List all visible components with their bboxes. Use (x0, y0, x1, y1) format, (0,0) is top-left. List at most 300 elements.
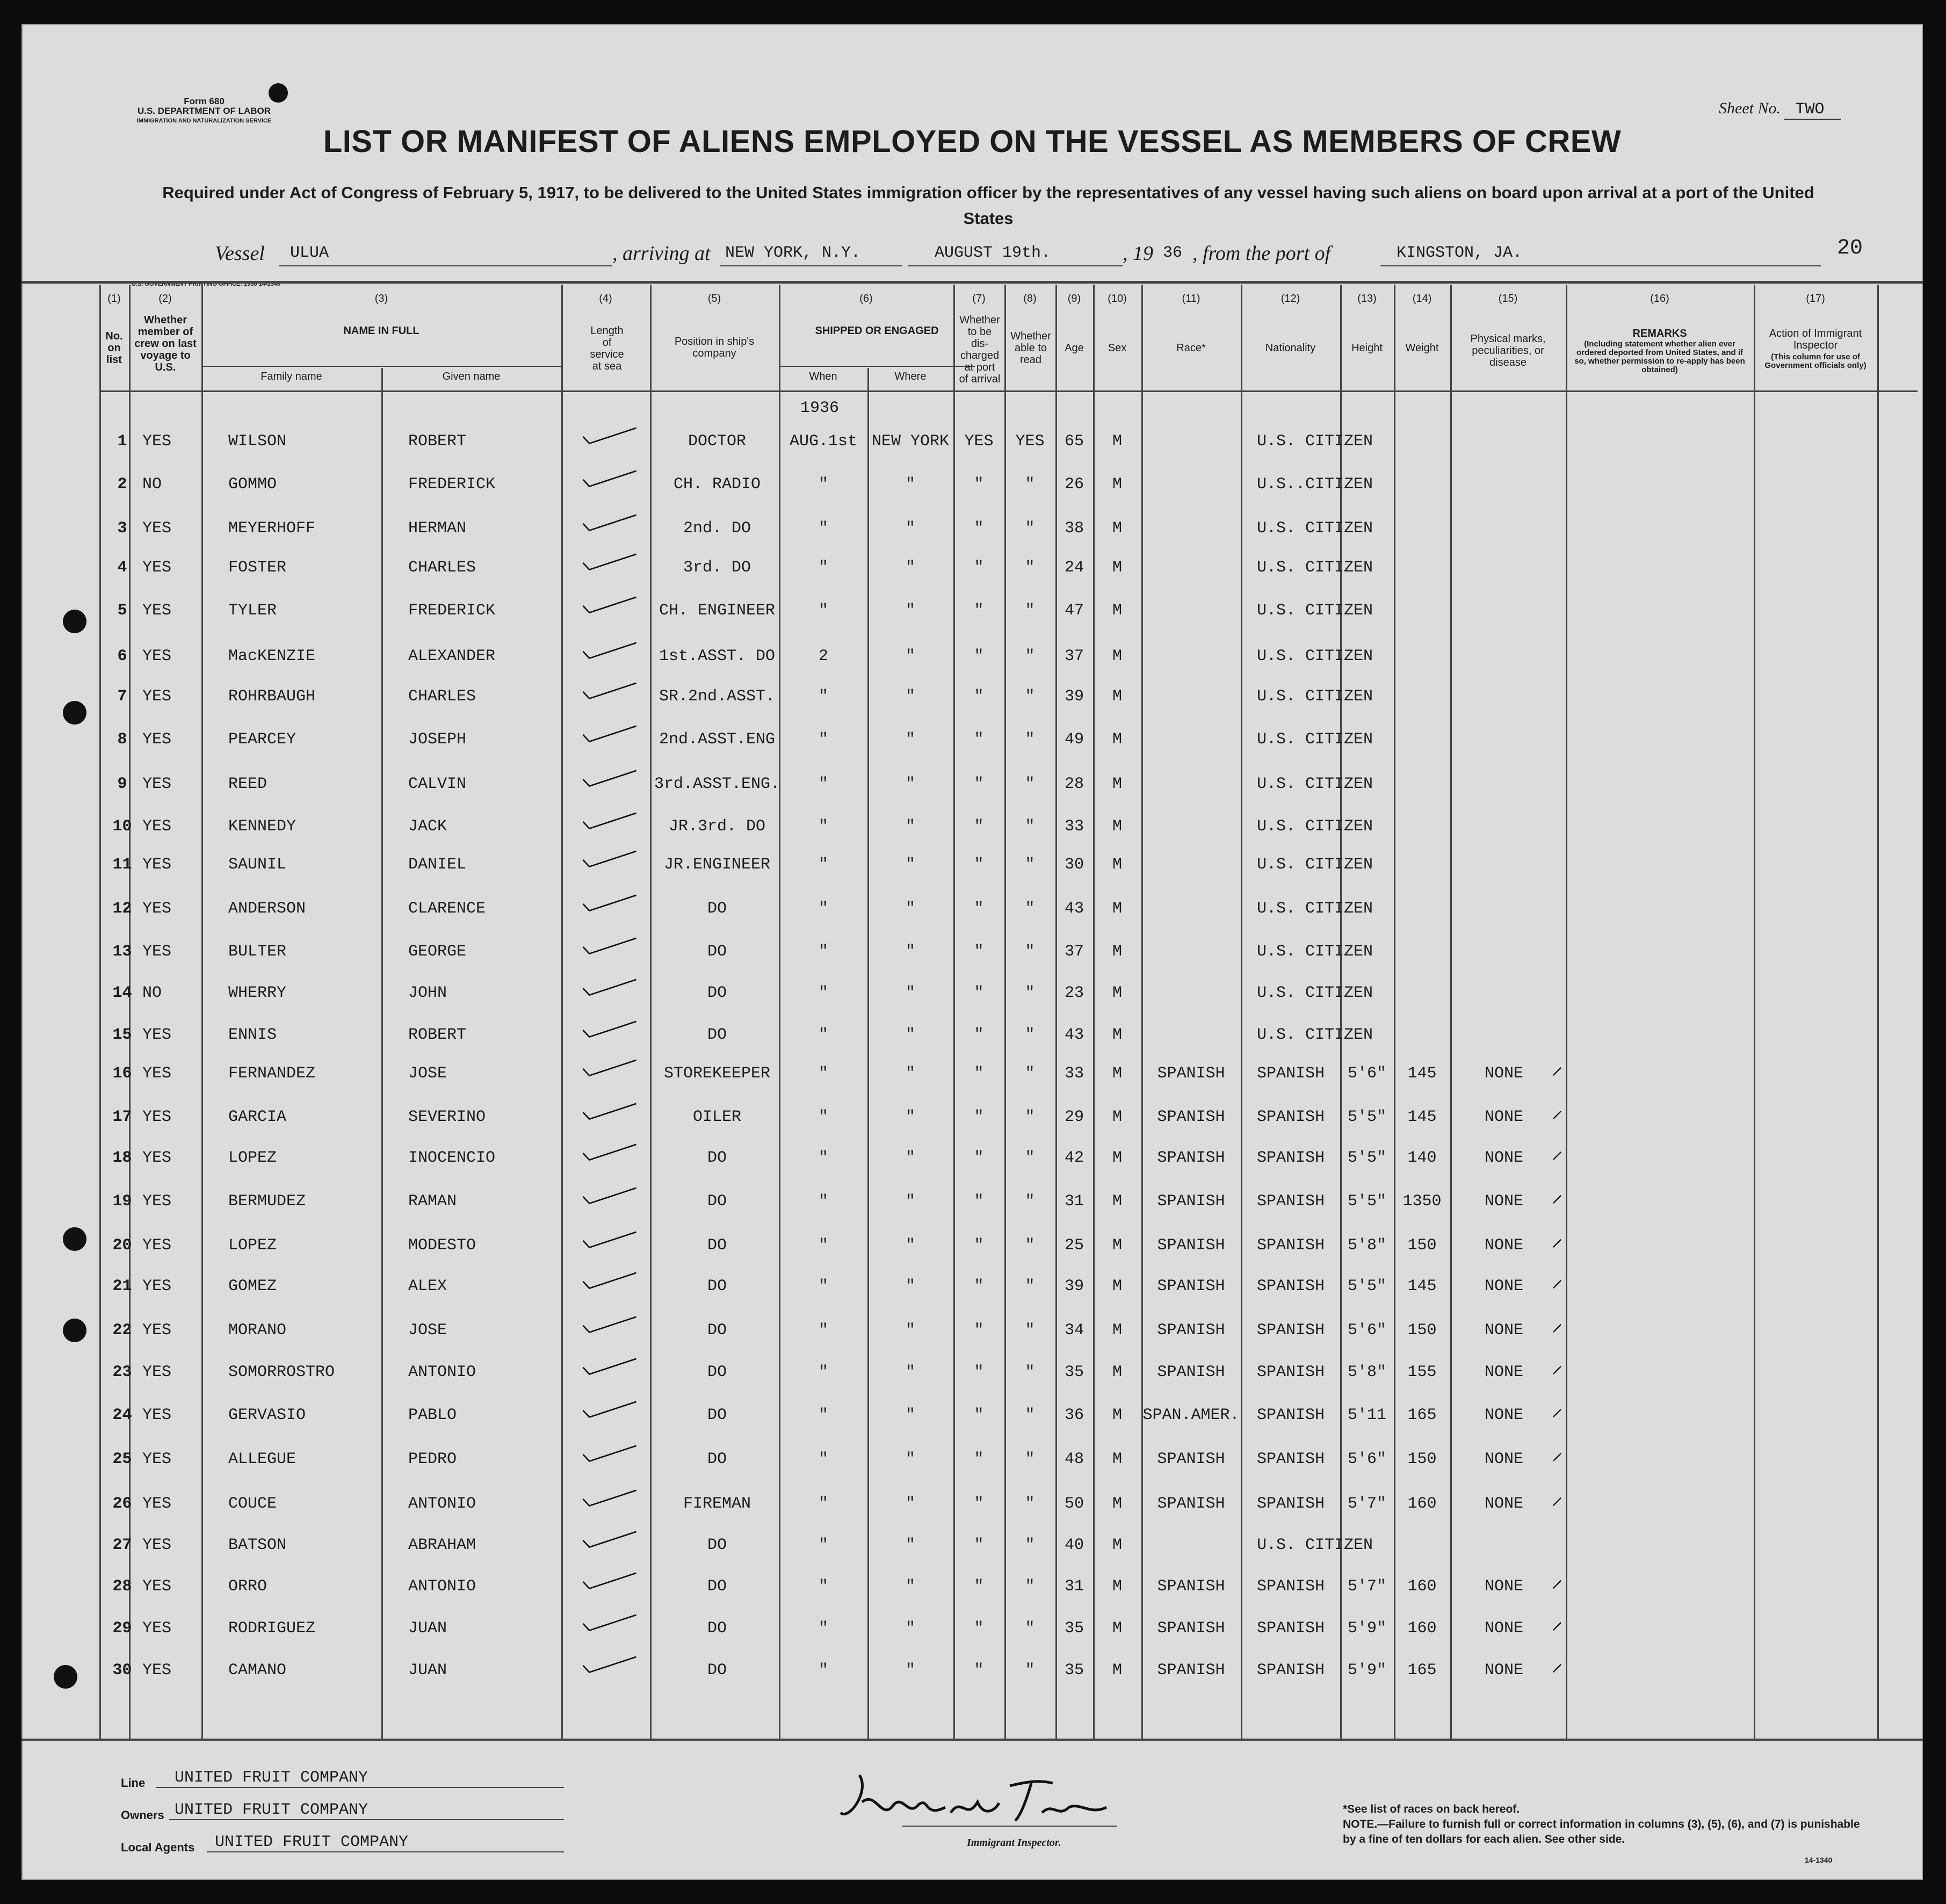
row-nationality: U.S. CITIZEN (1257, 432, 1373, 451)
row-sex: M (1112, 1536, 1122, 1554)
from-label: , from the port of (1192, 242, 1331, 265)
row-position: DO (707, 1192, 727, 1211)
row-read: " (1025, 1236, 1035, 1255)
row-member: YES (142, 900, 172, 918)
row-family-name: REED (228, 775, 267, 793)
row-nationality: U.S. CITIZEN (1257, 647, 1373, 665)
row-family-name: ENNIS (228, 1026, 277, 1044)
row-number: 6 (117, 647, 127, 665)
col-num-2: (2) (158, 293, 172, 305)
row-nationality: U.S. CITIZEN (1257, 900, 1373, 918)
row-position: DO (707, 1363, 727, 1381)
row-given-name: JOHN (408, 984, 447, 1002)
row-where: NEW YORK (871, 432, 950, 451)
col-num-7: (7) (972, 293, 986, 305)
printer-note: U.S. GOVERNMENT PRINTING OFFICE: 1936 14-1340 (132, 281, 280, 287)
row-discharged: " (974, 559, 984, 577)
row-given-name: SEVERINO (408, 1108, 486, 1126)
col-num-1: (1) (107, 293, 121, 305)
row-discharged: " (974, 775, 984, 793)
row-read: " (1025, 1277, 1035, 1295)
row-where: " (905, 1108, 915, 1126)
tick-icon (1552, 1580, 1562, 1589)
row-read: " (1025, 1450, 1035, 1468)
row-number: 18 (112, 1149, 132, 1167)
row-discharged: " (974, 1236, 984, 1255)
row-member: YES (142, 775, 172, 793)
row-member: YES (142, 1065, 172, 1083)
row-read: " (1025, 1619, 1035, 1638)
row-where: " (905, 602, 915, 620)
row-physical: NONE (1484, 1363, 1523, 1381)
row-discharged: " (974, 1661, 984, 1679)
row-age: 35 (1064, 1363, 1084, 1381)
row-nationality: SPANISH (1257, 1149, 1325, 1167)
row-age: 43 (1064, 900, 1084, 918)
col-num-5: (5) (707, 293, 721, 305)
manifest-sheet (21, 24, 1923, 1880)
row-nationality: U.S. CITIZEN (1257, 602, 1373, 620)
check-mark-icon (577, 1656, 642, 1675)
vessel-name: ULUA (290, 244, 329, 262)
row-height: 5'5" (1347, 1149, 1386, 1167)
row-member: YES (142, 730, 172, 749)
check-mark-icon (577, 1531, 642, 1550)
row-number: 8 (117, 730, 127, 749)
line-label: Line (121, 1776, 146, 1790)
row-age: 39 (1064, 687, 1084, 706)
row-position: DO (707, 900, 727, 918)
header-action: Action of Immigrant Inspector (1769, 328, 1862, 351)
col-num-6: (6) (859, 293, 873, 305)
row-physical: NONE (1484, 1619, 1523, 1638)
row-member: YES (142, 1149, 172, 1167)
row-when: " (818, 1192, 828, 1211)
row-position: 3rd. DO (683, 559, 751, 577)
row-family-name: PEARCEY (228, 730, 296, 749)
row-where: " (905, 1495, 915, 1513)
row-physical: NONE (1484, 1661, 1523, 1679)
owners-value: UNITED FRUIT COMPANY (175, 1801, 368, 1819)
row-given-name: ANTONIO (408, 1577, 476, 1596)
row-age: 30 (1064, 856, 1084, 874)
row-discharged: " (974, 1149, 984, 1167)
header-remarks: REMARKS (1632, 328, 1687, 339)
row-number: 4 (117, 559, 127, 577)
row-number: 9 (117, 775, 127, 793)
row-position: DO (707, 1450, 727, 1468)
row-race: SPANISH (1157, 1619, 1225, 1638)
row-member: YES (142, 432, 172, 451)
row-read: " (1025, 1661, 1035, 1679)
row-member: YES (142, 559, 172, 577)
col-num-4: (4) (599, 293, 612, 305)
row-member: YES (142, 519, 172, 538)
row-read: " (1025, 856, 1035, 874)
row-sex: M (1112, 730, 1122, 749)
row-when: " (818, 1495, 828, 1513)
row-read: " (1025, 943, 1035, 961)
row-nationality: SPANISH (1257, 1236, 1325, 1255)
row-position: DO (707, 1026, 727, 1044)
row-where: " (905, 1363, 915, 1381)
document-subtitle: Required under Act of Congress of February 5, 1917, to be delivered to the United States immigration officer by the representatives of any vessel having such aliens on board upon arrival at a port of the United States (162, 183, 1814, 228)
row-where: " (905, 817, 915, 836)
row-member: YES (142, 1661, 172, 1679)
check-mark-icon (577, 1358, 642, 1377)
row-sex: M (1112, 687, 1122, 706)
header-age: Age (1065, 342, 1084, 354)
row-given-name: RAMAN (408, 1192, 457, 1211)
row-position: DO (707, 1406, 727, 1424)
header-discharged: Whether to be dis-charged at port of arrival (959, 314, 1001, 385)
row-discharged: " (974, 1406, 984, 1424)
row-nationality: U.S. CITIZEN (1257, 775, 1373, 793)
row-number: 16 (112, 1065, 132, 1083)
row-when: " (818, 475, 828, 494)
row-height: 5'8" (1347, 1236, 1386, 1255)
row-discharged: " (974, 1065, 984, 1083)
tick-icon (1552, 1497, 1562, 1507)
row-position: CH. ENGINEER (659, 602, 776, 620)
row-number: 23 (112, 1363, 132, 1381)
row-position: DO (707, 1619, 727, 1638)
row-member: YES (142, 1619, 172, 1638)
owners-label: Owners (121, 1808, 164, 1822)
service-name: IMMIGRATION AND NATURALIZATION SERVICE (136, 118, 272, 124)
row-family-name: COUCE (228, 1495, 277, 1513)
row-physical: NONE (1484, 1321, 1523, 1340)
row-where: " (905, 1192, 915, 1211)
row-weight: 140 (1407, 1149, 1437, 1167)
inspector-signature (838, 1770, 1117, 1834)
row-race: SPANISH (1157, 1277, 1225, 1295)
col-num-3: (3) (374, 293, 388, 305)
row-position: DO (707, 1236, 727, 1255)
row-age: 48 (1064, 1450, 1084, 1468)
row-read: " (1025, 1108, 1035, 1126)
row-when: " (818, 687, 828, 706)
check-mark-icon (577, 937, 642, 957)
row-position: FIREMAN (683, 1495, 751, 1513)
row-where: " (905, 519, 915, 538)
row-number: 3 (117, 519, 127, 538)
row-where: " (905, 856, 915, 874)
row-sex: M (1112, 1321, 1122, 1340)
row-height: 5'9" (1347, 1661, 1386, 1679)
row-weight: 150 (1407, 1236, 1437, 1255)
row-given-name: JOSEPH (408, 730, 467, 749)
tick-icon (1552, 1194, 1562, 1204)
row-discharged: " (974, 1619, 984, 1638)
row-sex: M (1112, 559, 1122, 577)
row-number: 27 (112, 1536, 132, 1554)
row-age: 50 (1064, 1495, 1084, 1513)
row-family-name: MacKENZIE (228, 647, 316, 665)
tick-icon (1552, 1067, 1562, 1076)
row-where: " (905, 475, 915, 494)
row-family-name: ALLEGUE (228, 1450, 296, 1468)
col-num-16: (16) (1650, 293, 1669, 305)
row-number: 22 (112, 1321, 132, 1340)
row-member: YES (142, 602, 172, 620)
row-nationality: SPANISH (1257, 1406, 1325, 1424)
row-where: " (905, 1577, 915, 1596)
row-family-name: WILSON (228, 432, 287, 451)
row-discharged: " (974, 1026, 984, 1044)
row-nationality: U.S..CITIZEN (1257, 475, 1373, 494)
row-discharged: " (974, 1577, 984, 1596)
row-position: 2nd. DO (683, 519, 751, 538)
check-mark-icon (577, 1272, 642, 1291)
row-member: YES (142, 1277, 172, 1295)
row-number: 24 (112, 1406, 132, 1424)
row-nationality: U.S. CITIZEN (1257, 730, 1373, 749)
col-num-9: (9) (1067, 293, 1081, 305)
check-mark-icon (577, 1059, 642, 1078)
row-when: " (818, 984, 828, 1002)
row-when: " (818, 1065, 828, 1083)
row-where: " (905, 1149, 915, 1167)
row-number: 5 (117, 602, 127, 620)
row-member: YES (142, 1363, 172, 1381)
row-given-name: JUAN (408, 1661, 447, 1679)
row-sex: M (1112, 1619, 1122, 1638)
row-age: 28 (1064, 775, 1084, 793)
col-num-13: (13) (1357, 293, 1377, 305)
row-given-name: ANTONIO (408, 1363, 476, 1381)
row-nationality: U.S. CITIZEN (1257, 1026, 1373, 1044)
row-age: 65 (1064, 432, 1084, 451)
row-read: " (1025, 647, 1035, 665)
check-mark-icon (577, 1231, 642, 1250)
row-age: 37 (1064, 647, 1084, 665)
row-weight: 150 (1407, 1321, 1437, 1340)
row-weight: 150 (1407, 1450, 1437, 1468)
row-given-name: FREDERICK (408, 475, 496, 494)
row-age: 34 (1064, 1321, 1084, 1340)
row-when: " (818, 519, 828, 538)
row-race: SPANISH (1157, 1108, 1225, 1126)
row-sex: M (1112, 1149, 1122, 1167)
row-where: " (905, 730, 915, 749)
row-discharged: " (974, 943, 984, 961)
row-sex: M (1112, 1236, 1122, 1255)
row-family-name: ORRO (228, 1577, 267, 1596)
row-member: YES (142, 1450, 172, 1468)
row-family-name: ANDERSON (228, 900, 306, 918)
row-when: " (818, 730, 828, 749)
row-nationality: U.S. CITIZEN (1257, 856, 1373, 874)
check-mark-icon (577, 1103, 642, 1122)
tick-icon (1552, 1279, 1562, 1289)
row-number: 26 (112, 1495, 132, 1513)
row-height: 5'5" (1347, 1277, 1386, 1295)
row-when: " (818, 1108, 828, 1126)
row-member: YES (142, 1577, 172, 1596)
row-sex: M (1112, 943, 1122, 961)
row-number: 20 (112, 1236, 132, 1255)
row-where: " (905, 1321, 915, 1340)
header-shipped: SHIPPED OR ENGAGED (815, 325, 939, 337)
row-family-name: BERMUDEZ (228, 1192, 306, 1211)
row-age: 25 (1064, 1236, 1084, 1255)
row-sex: M (1112, 817, 1122, 836)
row-nationality: U.S. CITIZEN (1257, 943, 1373, 961)
row-position: 1st.ASST. DO (659, 647, 776, 665)
row-physical: NONE (1484, 1495, 1523, 1513)
row-sex: M (1112, 647, 1122, 665)
row-family-name: KENNEDY (228, 817, 296, 836)
row-given-name: ANTONIO (408, 1495, 476, 1513)
row-age: 31 (1064, 1577, 1084, 1596)
document-title: LIST OR MANIFEST OF ALIENS EMPLOYED ON THE VESSEL AS MEMBERS OF CREW (323, 124, 1622, 159)
row-height: 5'8" (1347, 1363, 1386, 1381)
year-prefix: , 19 (1123, 242, 1153, 265)
row-race: SPANISH (1157, 1065, 1225, 1083)
row-given-name: DANIEL (408, 856, 467, 874)
row-discharged: " (974, 602, 984, 620)
row-given-name: ROBERT (408, 432, 467, 451)
row-member: YES (142, 1495, 172, 1513)
row-family-name: GOMMO (228, 475, 277, 494)
row-where: " (905, 900, 915, 918)
row-weight: 160 (1407, 1577, 1437, 1596)
col-num-17: (17) (1806, 293, 1825, 305)
row-read: " (1025, 1363, 1035, 1381)
row-height: 5'6" (1347, 1321, 1386, 1340)
row-number: 21 (112, 1277, 132, 1295)
row-when: " (818, 602, 828, 620)
row-nationality: SPANISH (1257, 1277, 1325, 1295)
tick-icon (1552, 1323, 1562, 1333)
row-family-name: GOMEZ (228, 1277, 277, 1295)
row-family-name: LOPEZ (228, 1149, 277, 1167)
check-mark-icon (577, 1316, 642, 1335)
row-when: " (818, 1450, 828, 1468)
check-mark-icon (577, 553, 642, 573)
row-nationality: U.S. CITIZEN (1257, 1536, 1373, 1554)
row-physical: NONE (1484, 1277, 1523, 1295)
row-age: 33 (1064, 817, 1084, 836)
row-where: " (905, 984, 915, 1002)
row-when: " (818, 1236, 828, 1255)
year-note: 1936 (800, 399, 840, 417)
row-discharged: " (974, 1108, 984, 1126)
row-weight: 155 (1407, 1363, 1437, 1381)
row-physical: NONE (1484, 1192, 1523, 1211)
row-age: 36 (1064, 1406, 1084, 1424)
check-mark-icon (577, 1020, 642, 1040)
row-where: " (905, 1065, 915, 1083)
row-age: 33 (1064, 1065, 1084, 1083)
row-given-name: HERMAN (408, 519, 467, 538)
row-number: 13 (112, 943, 132, 961)
row-number: 30 (112, 1661, 132, 1679)
row-given-name: PABLO (408, 1406, 457, 1424)
row-when: " (818, 1536, 828, 1554)
row-nationality: SPANISH (1257, 1661, 1325, 1679)
row-number: 2 (117, 475, 127, 494)
row-height: 5'7" (1347, 1495, 1386, 1513)
row-when: " (818, 1149, 828, 1167)
row-member: YES (142, 647, 172, 665)
row-number: 15 (112, 1026, 132, 1044)
check-mark-icon (577, 850, 642, 870)
row-physical: NONE (1484, 1149, 1523, 1167)
row-race: SPANISH (1157, 1450, 1225, 1468)
row-position: 3rd.ASST.ENG. (654, 775, 780, 793)
row-where: " (905, 775, 915, 793)
row-when: " (818, 1577, 828, 1596)
check-mark-icon (577, 642, 642, 661)
row-where: " (905, 1406, 915, 1424)
row-discharged: YES (964, 432, 994, 451)
row-read: " (1025, 1536, 1035, 1554)
row-given-name: CHARLES (408, 687, 476, 706)
row-position: DO (707, 943, 727, 961)
row-read: " (1025, 1577, 1035, 1596)
row-read: " (1025, 1026, 1035, 1044)
row-position: JR.ENGINEER (663, 856, 771, 874)
check-mark-icon (577, 770, 642, 789)
row-family-name: MEYERHOFF (228, 519, 316, 538)
row-nationality: SPANISH (1257, 1192, 1325, 1211)
arrival-year: 36 (1163, 244, 1183, 262)
row-sex: M (1112, 1108, 1122, 1126)
tick-icon (1552, 1663, 1562, 1673)
row-when: " (818, 1363, 828, 1381)
check-mark-icon (577, 1489, 642, 1509)
row-family-name: MORANO (228, 1321, 287, 1340)
row-given-name: ALEX (408, 1277, 447, 1295)
row-family-name: GARCIA (228, 1108, 287, 1126)
row-member: YES (142, 1321, 172, 1340)
row-physical: NONE (1484, 1108, 1523, 1126)
row-where: " (905, 1536, 915, 1554)
header-able-read: Whether able to read (1010, 330, 1051, 366)
row-sex: M (1112, 984, 1122, 1002)
row-race: SPANISH (1157, 1577, 1225, 1596)
row-sex: M (1112, 856, 1122, 874)
row-height: 5'6" (1347, 1065, 1386, 1083)
row-given-name: JOSE (408, 1321, 447, 1340)
header-no-on-list: No. on list (105, 330, 123, 366)
row-sex: M (1112, 1277, 1122, 1295)
row-sex: M (1112, 1406, 1122, 1424)
header-when: When (809, 371, 837, 382)
row-discharged: " (974, 730, 984, 749)
row-number: 29 (112, 1619, 132, 1638)
row-when: " (818, 943, 828, 961)
row-height: 5'5" (1347, 1192, 1386, 1211)
row-family-name: BATSON (228, 1536, 287, 1554)
header-where: Where (894, 371, 927, 382)
row-given-name: ALEXANDER (408, 647, 496, 665)
col-num-11: (11) (1182, 293, 1200, 305)
row-position: DO (707, 1536, 727, 1554)
row-read: " (1025, 687, 1035, 706)
row-physical: NONE (1484, 1406, 1523, 1424)
row-read: " (1025, 602, 1035, 620)
row-given-name: ROBERT (408, 1026, 467, 1044)
row-family-name: ROHRBAUGH (228, 687, 316, 706)
row-nationality: U.S. CITIZEN (1257, 817, 1373, 836)
check-mark-icon (577, 1445, 642, 1464)
col-num-15: (15) (1498, 293, 1518, 305)
row-when: " (818, 900, 828, 918)
col-num-14: (14) (1412, 293, 1432, 305)
